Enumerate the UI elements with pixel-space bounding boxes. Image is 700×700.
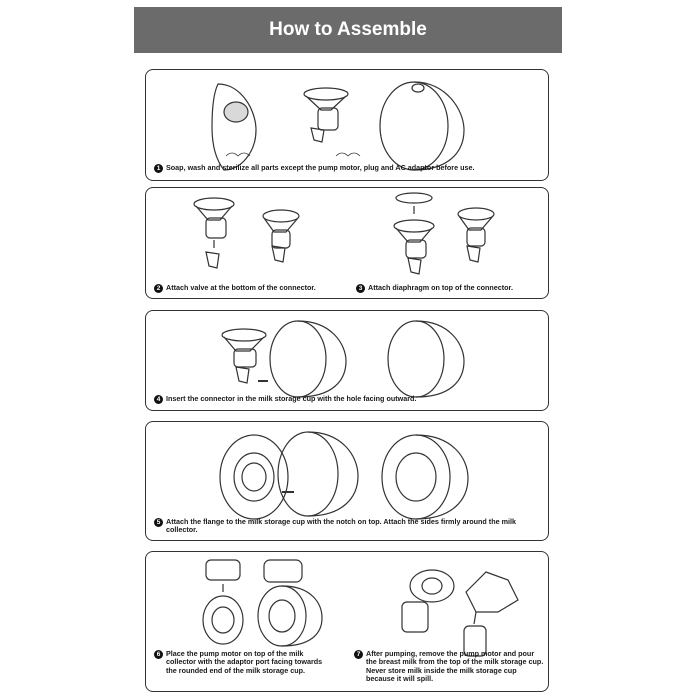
step-panel-2-3 — [145, 187, 549, 299]
step-number-1: 1 — [154, 164, 163, 173]
step-number-5: 5 — [154, 518, 163, 527]
step-text-2: Attach valve at the bottom of the connector. — [166, 283, 316, 292]
step-number-6: 6 — [154, 650, 163, 659]
step-6 — [154, 650, 324, 675]
step-1 — [154, 164, 544, 173]
step-panel-4 — [145, 310, 549, 411]
step-text-5: Attach the flange to the milk storage cup with the notch on top. Attach the sides firmly around the milk collector. — [166, 517, 516, 535]
step-number-3: 3 — [356, 284, 365, 293]
step-text-6: Place the pump motor on top of the milk collector with the adaptor port facing towards the rounded end of the milk storage cup. — [166, 649, 323, 675]
step-text-1: Soap, wash and sterilize all parts except the pump motor, plug and AC adaptor before use. — [166, 163, 475, 172]
step-7 — [354, 650, 544, 684]
step-text-7: After pumping, remove the pump motor and pour the breast milk from the top of the milk storage cup. Never store milk inside the milk storage cup because it will spill. — [366, 649, 544, 684]
step-number-2: 2 — [154, 284, 163, 293]
step-number-7: 7 — [354, 650, 363, 659]
step-number-4: 4 — [154, 395, 163, 404]
page-title: How to Assemble — [134, 7, 562, 53]
step-panel-6-7 — [145, 551, 549, 692]
step-panel-5 — [145, 421, 549, 541]
step-4 — [154, 395, 544, 404]
step-5 — [154, 518, 544, 535]
step-text-4: Insert the connector in the milk storage cup with the hole facing outward. — [166, 394, 417, 403]
step-text-3: Attach diaphragm on top of the connector. — [368, 283, 513, 292]
step-panel-1 — [145, 69, 549, 181]
step-2 — [154, 284, 354, 293]
step-3 — [356, 284, 546, 293]
